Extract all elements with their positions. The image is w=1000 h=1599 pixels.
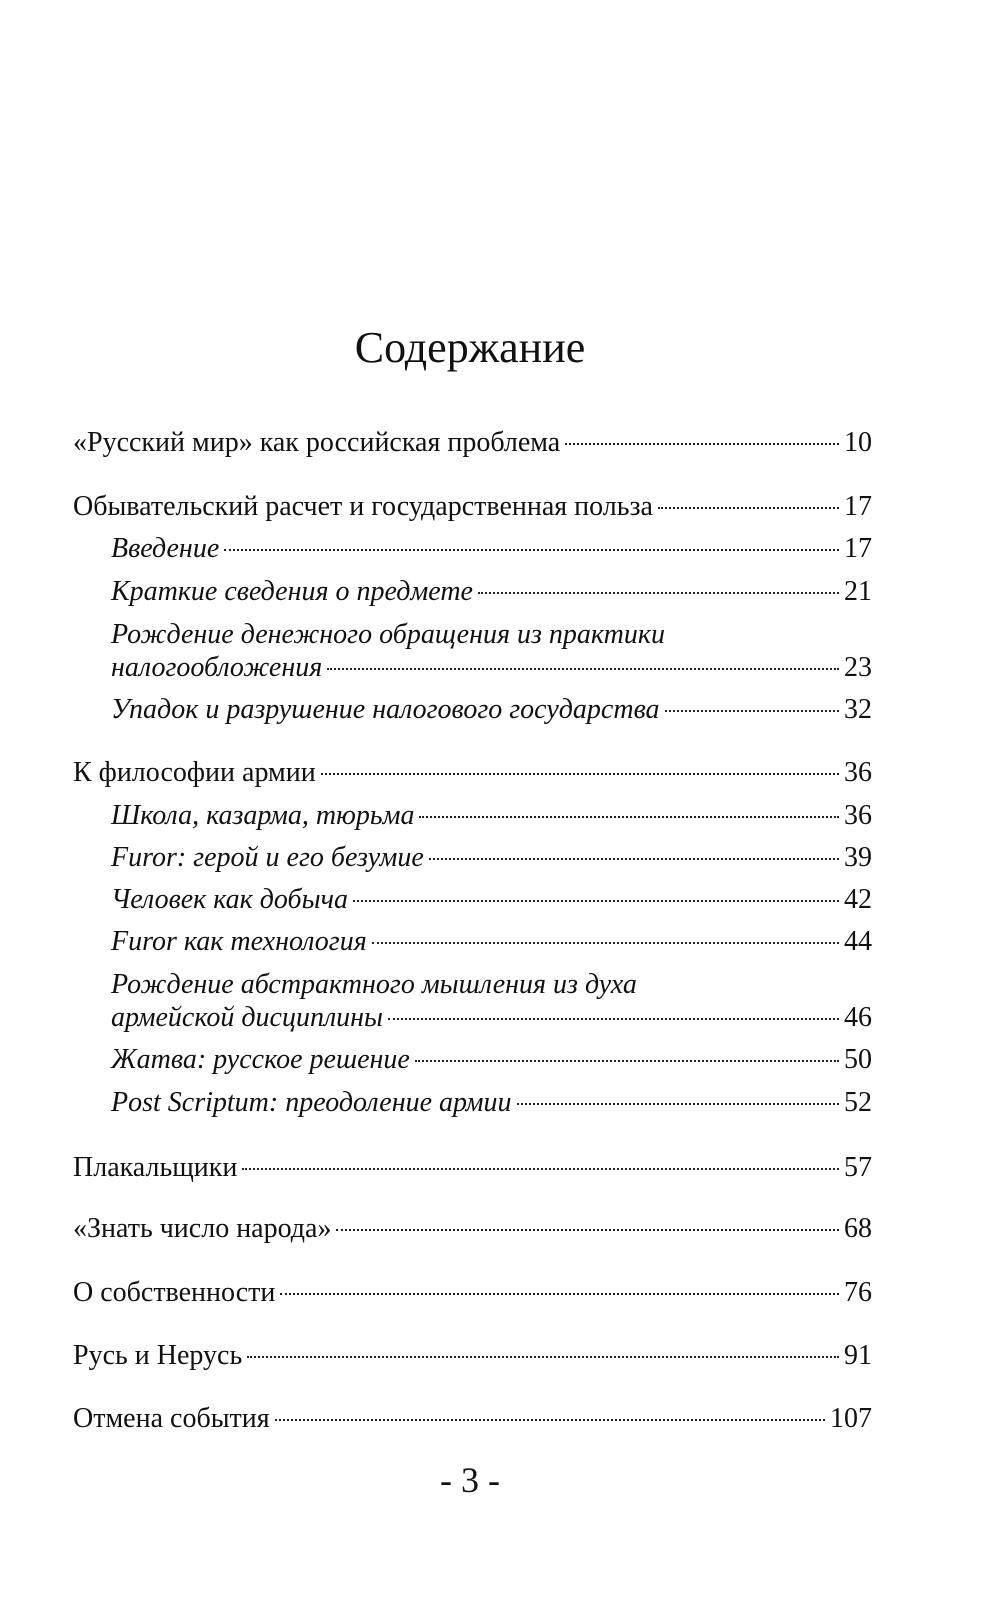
toc-entry xyxy=(73,1337,872,1375)
toc-entry-title: Обывательский расчет и государственная польза xyxy=(73,491,653,522)
toc-entry xyxy=(73,424,872,462)
toc-entry-page: 91 xyxy=(844,1340,872,1371)
toc-entry-page: 44 xyxy=(844,926,872,957)
toc-entry-page: 76 xyxy=(844,1277,872,1308)
dot-leader xyxy=(388,1018,839,1020)
dot-leader xyxy=(275,1419,825,1421)
toc-entry-title: Человек как добыча xyxy=(111,884,348,915)
toc-entry-title: налогообложения xyxy=(111,652,323,683)
dot-leader xyxy=(321,773,839,775)
toc-entry-title: Краткие сведения о предмете xyxy=(111,576,473,607)
toc-entry-title: Отмена события xyxy=(73,1403,270,1434)
toc-entry xyxy=(73,1274,872,1312)
dot-leader xyxy=(327,668,839,670)
toc-entry-page: 17 xyxy=(844,533,872,564)
toc-entry-title: Furor: герой и его безумие xyxy=(111,842,424,873)
toc-entry xyxy=(73,1210,872,1248)
dot-leader xyxy=(665,710,839,712)
toc-entry-page: 36 xyxy=(844,800,872,831)
dot-leader xyxy=(353,900,839,902)
toc-subentry xyxy=(111,649,872,687)
toc-subentry xyxy=(111,999,872,1037)
toc-entry-page: 52 xyxy=(844,1087,872,1118)
toc-entry-page: 50 xyxy=(844,1044,872,1075)
toc-entry-title: «Русский мир» как российская проблема xyxy=(73,427,561,458)
dot-leader xyxy=(280,1293,839,1295)
toc-subentry xyxy=(111,839,872,877)
dot-leader xyxy=(242,1168,839,1170)
toc-subentry xyxy=(111,691,872,729)
dot-leader xyxy=(429,858,839,860)
dot-leader xyxy=(419,816,839,818)
toc-entry-title: Школа, казарма, тюрьма xyxy=(111,800,415,831)
toc-entry-page: 57 xyxy=(844,1152,872,1183)
toc-entry-page: 17 xyxy=(844,491,872,522)
toc-entry-title: Русь и Нерусь xyxy=(73,1340,243,1371)
toc-entry-page: 21 xyxy=(844,576,872,607)
toc-entry-page: 32 xyxy=(844,694,872,725)
toc-entry xyxy=(73,1149,872,1187)
toc-entry-page: 23 xyxy=(844,652,872,683)
toc-entry-page: 46 xyxy=(844,1002,872,1033)
toc-subentry xyxy=(111,881,872,919)
toc-subentry-line1: Рождение денежного обращения из практики xyxy=(111,619,665,650)
page-title: Содержание xyxy=(354,323,586,372)
dot-leader xyxy=(565,443,839,445)
toc-subentry xyxy=(111,923,872,961)
dot-leader xyxy=(658,507,839,509)
toc-entry-title: Плакальщики xyxy=(73,1152,238,1183)
toc-entry-title: Упадок и разрушение налогового государства xyxy=(111,694,660,725)
dot-leader xyxy=(372,942,839,944)
toc-entry-title: К философии армии xyxy=(73,757,316,788)
toc-entry-title: Жатва: русское решение xyxy=(111,1044,410,1075)
toc-entry-title: О собственности xyxy=(73,1277,276,1308)
toc-entry-title: Введение xyxy=(111,533,220,564)
toc-subentry xyxy=(111,573,872,611)
toc-subentry-line1: Рождение абстрактного мышления из духа xyxy=(111,969,637,1000)
toc-subentry xyxy=(111,530,872,568)
dot-leader xyxy=(336,1229,839,1231)
toc-entry-title: армейской дисциплины xyxy=(111,1002,384,1033)
dot-leader xyxy=(517,1103,840,1105)
toc-subentry xyxy=(111,797,872,835)
toc-entry-page: 68 xyxy=(844,1213,872,1244)
dot-leader xyxy=(247,1356,839,1358)
toc-entry xyxy=(73,754,872,792)
dot-leader xyxy=(224,549,839,551)
toc-entry-page: 10 xyxy=(844,427,872,458)
toc-entry-page: 42 xyxy=(844,884,872,915)
toc-entry xyxy=(73,1400,872,1438)
toc-entry-page: 36 xyxy=(844,757,872,788)
toc-entry-page: 107 xyxy=(830,1403,872,1434)
toc-entry-title: Post Scriptum: преодоление армии xyxy=(111,1087,512,1118)
toc-subentry xyxy=(111,1084,872,1122)
toc-entry xyxy=(73,488,872,526)
toc-entry-title: Furor как технология xyxy=(111,926,367,957)
toc-entry-page: 39 xyxy=(844,842,872,873)
toc-entry-title: «Знать число народа» xyxy=(73,1213,332,1244)
dot-leader xyxy=(415,1060,839,1062)
dot-leader xyxy=(478,592,839,594)
toc-subentry xyxy=(111,1041,872,1079)
page-number: - 3 - xyxy=(440,1460,500,1500)
